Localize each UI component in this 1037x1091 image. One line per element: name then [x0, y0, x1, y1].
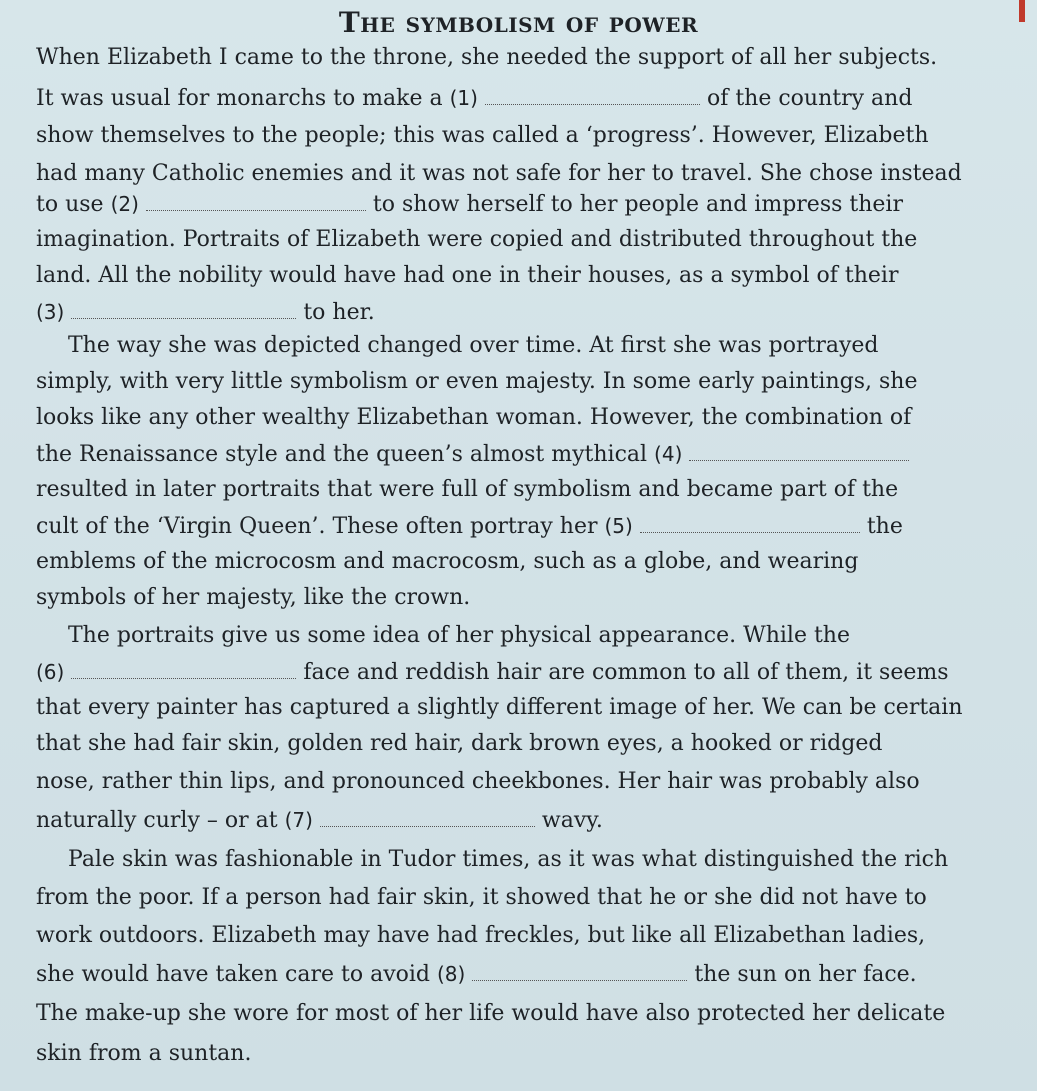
- blank-number: (1): [449, 86, 478, 110]
- text-line: resulted in later portraits that were full of symbolism and became part of the: [36, 477, 899, 502]
- blank-number: (7): [284, 808, 313, 832]
- text-line: that every painter has captured a slightly different image of her. We can be certain: [36, 695, 963, 720]
- text-line: naturally curly – or at (7) wavy.: [36, 808, 603, 833]
- text-line: to use (2) to show herself to her people and impress their: [36, 192, 903, 217]
- text-line: that she had fair skin, golden red hair, dark brown eyes, a hooked or ridged: [36, 731, 883, 756]
- text-line: It was usual for monarchs to make a (1) of the country and: [36, 86, 913, 111]
- answer-blank-1[interactable]: [485, 86, 700, 105]
- text-line: imagination. Portraits of Elizabeth were copied and distributed throughout the: [36, 227, 918, 252]
- text-line: nose, rather thin lips, and pronounced cheekbones. Her hair was probably also: [36, 769, 920, 794]
- page-title: The symbolism of power: [338, 6, 699, 39]
- text-line: the Renaissance style and the queen’s almost mythical (4): [36, 440, 996, 469]
- text-line: skin from a suntan.: [36, 1041, 252, 1066]
- text-line: had many Catholic enemies and it was not safe for her to travel. She chose instead: [36, 161, 962, 186]
- text-line: looks like any other wealthy Elizabethan woman. However, the combination of: [36, 405, 912, 430]
- text-line: work outdoors. Elizabeth may have had freckles, but like all Elizabethan ladies,: [36, 923, 926, 948]
- text-line: land. All the nobility would have had one in their houses, as a symbol of their: [36, 263, 899, 288]
- answer-blank-8[interactable]: [472, 962, 687, 981]
- text-line: symbols of her majesty, like the crown.: [36, 585, 471, 610]
- answer-blank-7[interactable]: [320, 808, 535, 827]
- text-line: Pale skin was fashionable in Tudor times, as it was what distinguished the rich: [68, 847, 949, 872]
- text-line: (3) to her.: [36, 300, 375, 325]
- blank-number: (5): [604, 514, 633, 538]
- blank-number: (4): [654, 442, 683, 466]
- text-line: The portraits give us some idea of her physical appearance. While the: [68, 623, 850, 648]
- text-line: (6) face and reddish hair are common to all of them, it seems: [36, 660, 949, 685]
- answer-blank-5[interactable]: [640, 514, 860, 533]
- blank-number: (3): [36, 300, 65, 324]
- text-line: simply, with very little symbolism or even majesty. In some early paintings, she: [36, 369, 918, 394]
- text-line: The way she was depicted changed over time. At first she was portrayed: [68, 333, 879, 358]
- text-line: cult of the ‘Virgin Queen’. These often portray her (5) the: [36, 514, 903, 539]
- blank-number: (8): [436, 962, 466, 986]
- text-line: show themselves to the people; this was called a ‘progress’. However, Elizabeth: [36, 123, 929, 148]
- answer-blank-2[interactable]: [146, 192, 366, 211]
- answer-blank-4[interactable]: [689, 442, 909, 461]
- text-line: The make-up she wore for most of her life would have also protected her delicate: [36, 1001, 946, 1026]
- blank-number: (2): [110, 192, 139, 216]
- answer-blank-3[interactable]: [71, 300, 296, 319]
- text-line: from the poor. If a person had fair skin, it showed that he or she did not have to: [36, 885, 927, 910]
- text-line: emblems of the microcosm and macrocosm, such as a globe, and wearing: [36, 549, 859, 574]
- blank-number: (6): [36, 660, 65, 684]
- text-line: she would have taken care to avoid (8) the sun on her face.: [36, 962, 917, 987]
- answer-blank-6[interactable]: [71, 660, 296, 679]
- text-line: When Elizabeth I came to the throne, she needed the support of all her subjects.: [36, 45, 938, 70]
